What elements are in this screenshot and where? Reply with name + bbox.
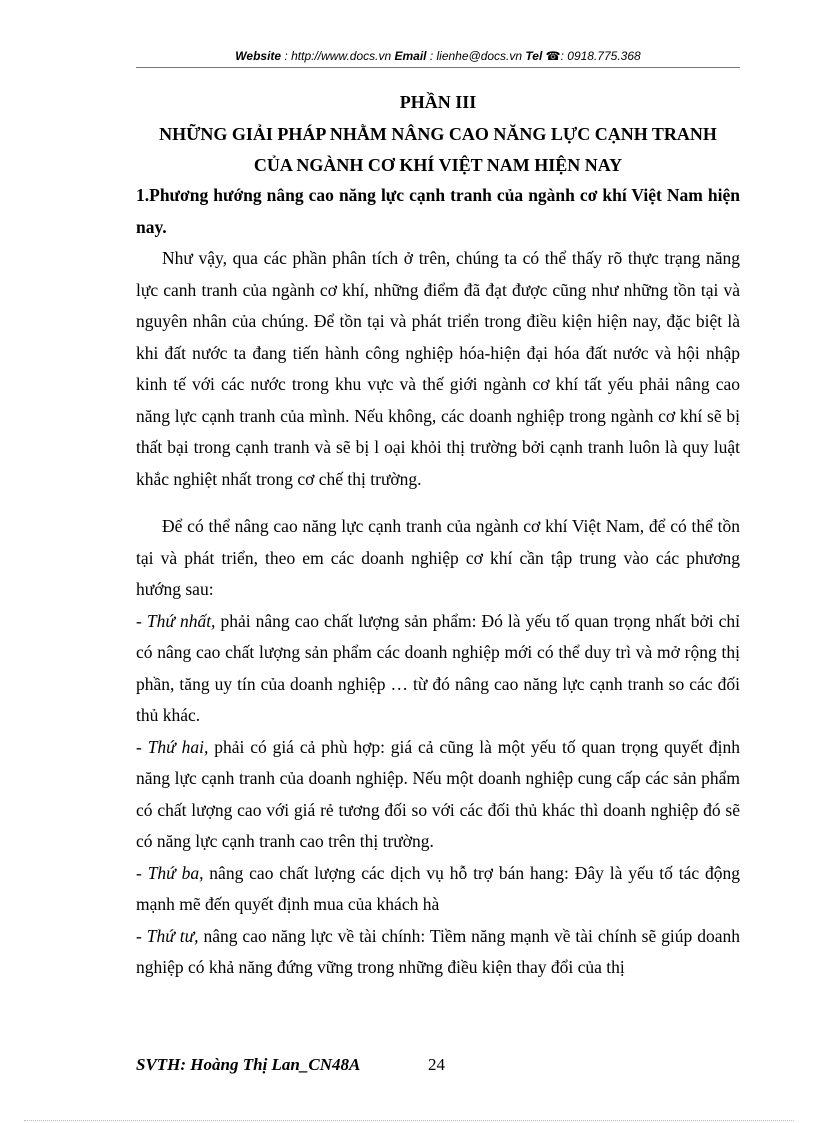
header-divider — [136, 67, 740, 68]
list-item-text: nâng cao chất lượng các dịch vụ hỗ trợ bán hang: Đây là yếu tố tác động mạnh mẽ đến quyết định mua của khách hà — [136, 862, 741, 914]
part-title: PHẦN III — [399, 92, 477, 112]
list-item-text: nâng cao năng lực về tài chính: Tiềm năng mạnh về tài chính sẽ giúp doanh nghiệp có khả năng đứng vững trong những điều kiện thay đổi của thị — [136, 925, 740, 977]
chapter-title-line2: CỦA NGÀNH CƠ KHÍ VIỆT NAM HIỆN NAY — [253, 155, 623, 175]
list-item — [136, 921, 740, 984]
email-label: Email — [394, 49, 427, 63]
footer-author: SVTH: Hoàng Thị Lan_CN48A — [136, 1055, 361, 1074]
website-value: : http://www.docs.vn — [281, 49, 395, 63]
page-bottom-divider — [24, 1120, 794, 1121]
list-item — [136, 858, 740, 921]
list-item-text: phải nâng cao chất lượng sản phẩm: Đó là yếu tố quan trọng nhất bởi chỉ có nâng cao chất lượng sản phẩm các doanh nghiệp mới có thể duy trì và mở rộng thị phần, tăng uy tín của doanh nghiệp … từ đó nâng cao năng lực cạnh tranh so các đối thủ khác. — [136, 610, 741, 725]
email-value: : lienhe@docs.vn — [426, 49, 526, 63]
list-item-text: phải có giá cả phù hợp: giá cả cũng là một yếu tố quan trọng quyết định năng lực cạnh tranh của doanh nghiệp. Nếu một doanh nghiệp cung cấp các sản phẩm có chất lượng cao với giá rẻ tương đối so với các đối thủ khác thì doanh nghiệp đó sẽ có năng lực cạnh tranh cao trên thị trường. — [136, 736, 741, 851]
chapter-title-line1: NHỮNG GIẢI PHÁP NHẰM NÂNG CAO NĂNG LỰC CẠNH TRANH — [159, 124, 717, 144]
list-dash: - — [136, 736, 148, 757]
list-item — [136, 732, 740, 858]
tel-value: : 0918.775.368 — [560, 49, 641, 63]
page-number: 24 — [428, 1055, 445, 1074]
tel-label: Tel — [525, 49, 543, 63]
paragraph: Để có thể nâng cao năng lực cạnh tranh của ngành cơ khí Việt Nam, để có thể tồn tại và phát triển, theo em các doanh nghiệp cơ khí cần tập trung vào các phương hướng sau: — [136, 516, 740, 599]
list-item-lead: Thứ ba, — [147, 862, 204, 883]
website-label: Website — [235, 49, 282, 63]
list-item-lead: Thứ nhất, — [146, 610, 216, 631]
paragraph: Như vậy, qua các phần phân tích ở trên, chúng ta có thể thấy rõ thực trạng năng lực canh tranh của ngành cơ khí, những điểm đã đạt được cũng như những tồn tại và nguyên nhân của chúng. Để tồn tại và phát triển trong điều kiện hiện nay, đặc biệt là khi đất nước ta đang tiến hành công nghiệp hóa-hiện đại hóa đất nước và hội nhập kinh tế với các nước trong khu vực và thế giới ngành cơ khí tất yếu phải nâng cao năng lực cạnh tranh của mình. Nếu không, các doanh nghiệp trong ngành cơ khí sẽ bị thất bại trong cạnh tranh và sẽ bị l oại khỏi thị trường bởi cạnh tranh luôn là quy luật khắc nghiệt nhất trong cơ chế thị trường. — [136, 248, 740, 489]
page-header — [136, 48, 740, 64]
list-dash: - — [136, 610, 147, 631]
list-dash: - — [136, 925, 147, 946]
list-item-lead: Thứ hai, — [147, 736, 209, 757]
list-item — [136, 606, 740, 732]
section-heading: 1.Phương hướng nâng cao năng lực cạnh tranh của ngành cơ khí Việt Nam hiện nay. — [136, 185, 740, 237]
list-dash: - — [136, 862, 148, 883]
phone-icon: ☎ — [545, 49, 561, 63]
document-body — [136, 180, 740, 984]
list-item-lead: Thứ tư, — [146, 925, 199, 946]
